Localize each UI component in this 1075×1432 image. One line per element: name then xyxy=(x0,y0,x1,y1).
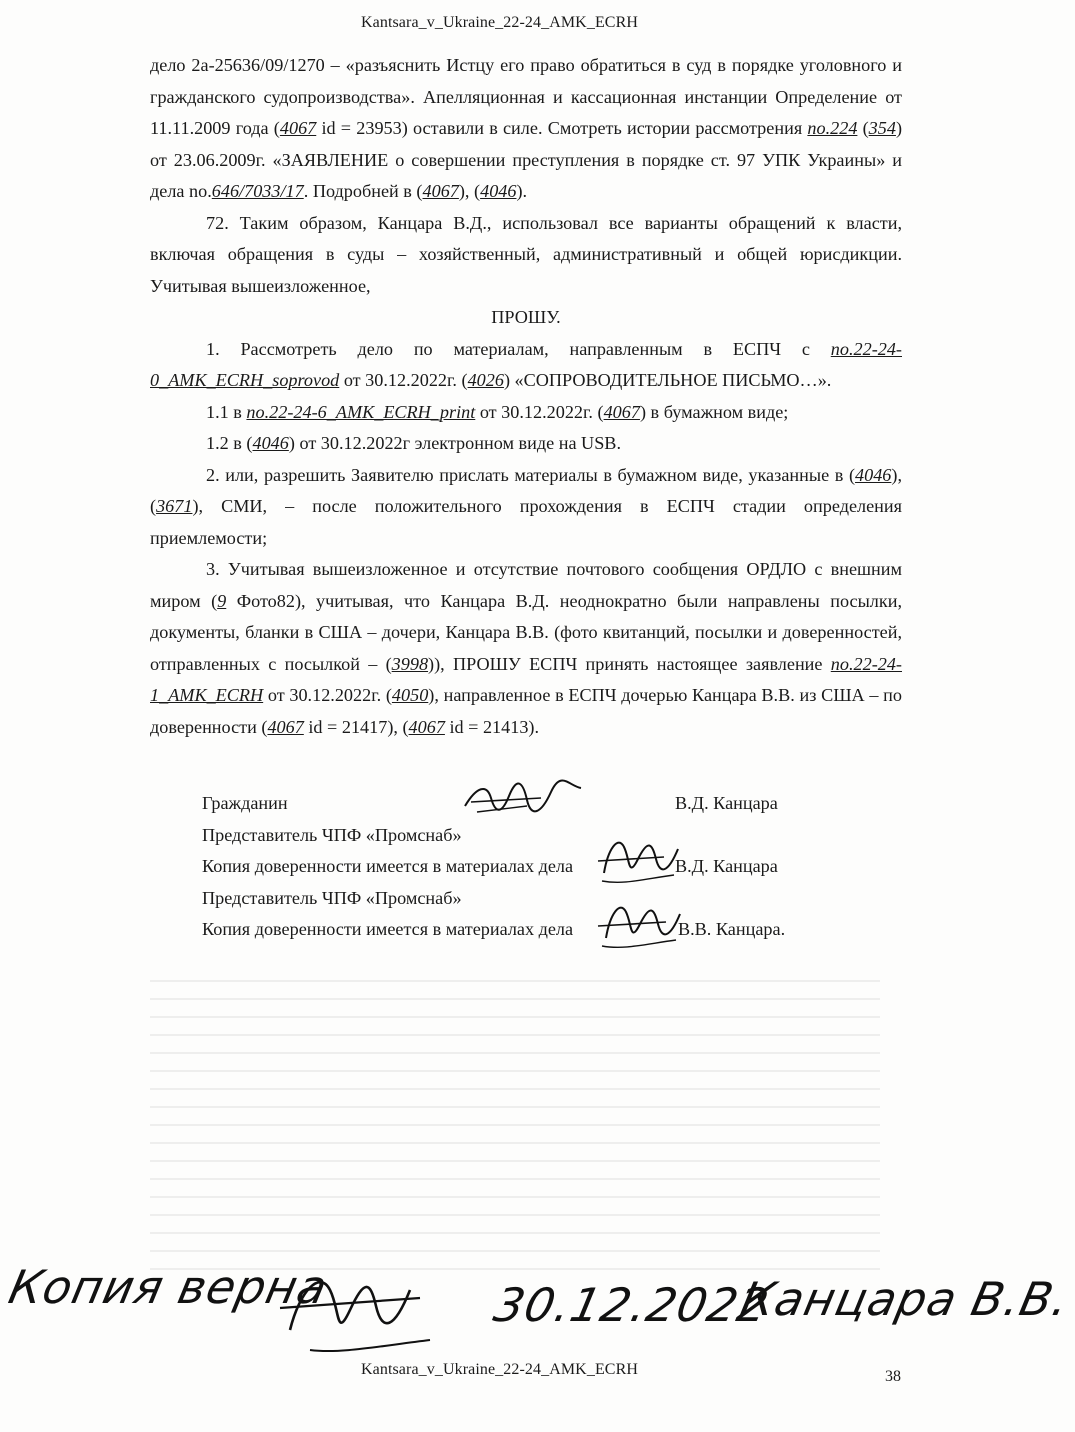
request-item-1 xyxy=(150,334,902,397)
representative-label-1: Представитель ЧПФ «Промснаб» xyxy=(202,824,462,845)
text-span: от 30.12.2022г. ( xyxy=(475,401,604,422)
reference-link[interactable]: no.224 xyxy=(807,118,858,138)
page-footer: Kantsara_v_Ukraine_22-24_AMK_ECRH xyxy=(360,1361,639,1378)
reference-link[interactable]: 9 xyxy=(217,590,227,611)
text-span: 1.2 в ( xyxy=(206,433,253,453)
page-number: 38 xyxy=(885,1368,901,1385)
reference-link[interactable]: 4067 xyxy=(408,716,445,737)
handwritten-copy-true: Копия верна xyxy=(4,1260,333,1314)
reference-link[interactable]: 646/7033/17 xyxy=(211,181,304,201)
document-body xyxy=(150,50,902,743)
text-span: от 30.12.2022г. ( xyxy=(263,685,392,705)
text-span: ), направленное в ЕСПЧ дочерью Канцара В.В. из США – по доверенности ( xyxy=(150,685,903,737)
reference-link[interactable]: no.22-24-1_AMK_ECRH xyxy=(150,653,902,705)
copy-label-2: Копия доверенности имеется в материалах дела xyxy=(202,919,574,939)
reference-link[interactable]: 4046 xyxy=(480,181,517,201)
reference-link[interactable]: 4067 xyxy=(422,181,459,201)
reference-link[interactable]: 4026 xyxy=(467,370,504,390)
text-span: ) в бумажном виде; xyxy=(639,401,789,422)
signature-block xyxy=(202,788,902,946)
text-span: дело 2а-25636/09/1270 – «разъяснить Истцу его право обратиться в суд в порядке уголовного и гражданского судопроизводства». Апелляционная и кассационная инстанции Определение от 11.11.2009 года ( xyxy=(150,55,902,138)
reference-link[interactable]: 3998 xyxy=(391,653,429,674)
copy-row-1 xyxy=(202,851,902,883)
reference-link[interactable]: no.22-24-6_AMK_ECRH_print xyxy=(246,401,476,422)
handwritten-name: Канцара В.В. xyxy=(736,1272,1075,1326)
reference-link[interactable]: no.22-24-0_AMK_ECRH_soprovod xyxy=(150,338,902,390)
text-span: 1.1 в xyxy=(206,401,247,422)
text-span: ) от 30.12.2022г электронном виде на USB. xyxy=(288,433,621,453)
text-span: id = 21413). xyxy=(444,716,540,737)
text-span: id = 21417), ( xyxy=(303,716,409,737)
handwritten-date: 30.12.2022 xyxy=(489,1278,775,1332)
text-span: ), СМИ, – после положительного прохождения в ЕСПЧ стадии определения приемлемости; xyxy=(150,496,902,548)
representative-row-2 xyxy=(202,883,902,915)
signature-3-icon xyxy=(594,892,684,954)
citizen-signature-row xyxy=(202,788,902,820)
reference-link[interactable]: 4067 xyxy=(267,716,304,737)
text-span: ( xyxy=(857,118,869,138)
text-span: 1. Рассмотреть дело по материалам, направленным в ЕСПЧ с xyxy=(206,338,831,359)
text-span: )), ПРОШУ ЕСПЧ принять настоящее заявление xyxy=(428,653,831,674)
text-span: 2. или, разрешить Заявителю прислать материалы в бумажном виде, указанные в ( xyxy=(206,464,856,485)
citizen-name: В.Д. Канцара xyxy=(675,793,778,813)
request-item-1-2 xyxy=(150,428,902,460)
text-span: ). xyxy=(516,181,528,201)
copy-name-1: В.Д. Канцара xyxy=(675,856,778,876)
copy-row-2 xyxy=(202,914,902,946)
text-span: ) от 23.06.2009г. «ЗАЯВЛЕНИЕ о совершении преступления в порядке ст. 97 УПК Украины» и дела no. xyxy=(150,118,903,201)
text-span: Фото82), учитывая, что Канцара В.Д. неоднократно были направлены посылки, документы, бланки в США – дочери, Канцара В.В. (фото квитанций, посылки и доверенностей, отправленных с посылкой – ( xyxy=(150,590,902,674)
request-item-2 xyxy=(150,460,902,555)
text-span: 3. Учитывая вышеизложенное и отсутствие почтового сообщения ОРДЛО с внешним миром ( xyxy=(150,559,902,611)
text-span: id = 23953) оставили в силе. Смотреть истории рассмотрения xyxy=(316,118,808,138)
text-span: ) «СОПРОВОДИТЕЛЬНОЕ ПИСЬМО…». xyxy=(503,370,832,390)
handwritten-certification xyxy=(0,1250,1075,1370)
text-span: ), ( xyxy=(458,181,481,201)
paragraph-continuation xyxy=(150,50,902,208)
reference-link[interactable]: 4067 xyxy=(279,118,317,138)
representative-label-2: Представитель ЧПФ «Промснаб» xyxy=(202,887,462,908)
paragraph-72: 72. Таким образом, Канцара В.Д., использовал все варианты обращений к власти, включая обращения в суды – хозяйственный, административный и общей юрисдикции. Учитывая вышеизложенное, xyxy=(150,212,902,296)
page-header: Kantsara_v_Ukraine_22-24_AMK_ECRH xyxy=(360,14,639,31)
text-span: от 30.12.2022г. ( xyxy=(339,370,468,390)
text-span: . Подробней в ( xyxy=(303,181,423,201)
bleed-through-texture xyxy=(150,980,880,1280)
citizen-label: Гражданин xyxy=(202,793,288,813)
reference-link[interactable]: 3671 xyxy=(156,496,193,516)
reference-link[interactable]: 4050 xyxy=(391,685,429,705)
reference-link[interactable]: 4046 xyxy=(855,464,892,485)
request-item-3 xyxy=(150,554,902,743)
copy-name-2: В.В. Канцара. xyxy=(678,919,786,939)
copy-label-1: Копия доверенности имеется в материалах дела xyxy=(202,856,574,876)
reference-link[interactable]: 354 xyxy=(868,118,896,138)
request-heading: ПРОШУ. xyxy=(491,307,561,327)
signature-1-icon xyxy=(457,776,587,824)
text-span: ), ( xyxy=(150,464,902,516)
request-item-1-1 xyxy=(150,397,902,429)
reference-link[interactable]: 4067 xyxy=(603,401,640,422)
handwritten-signature-icon xyxy=(270,1250,440,1360)
reference-link[interactable]: 4046 xyxy=(252,433,289,453)
representative-row-1 xyxy=(202,820,902,852)
